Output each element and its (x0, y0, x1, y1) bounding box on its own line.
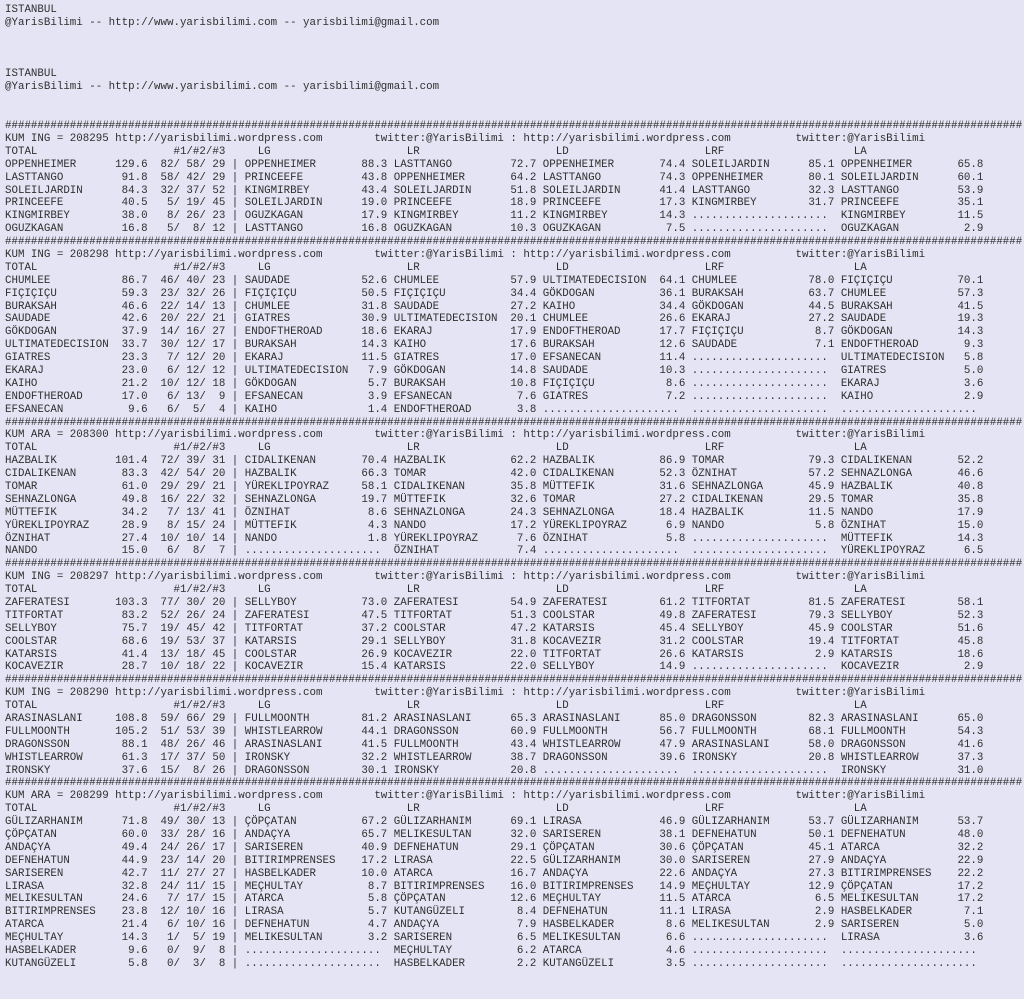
table-row: MÜTTEFIK 34.2 7/ 13/ 41 | ÖZNIHAT 8.6 SEHNAZLONGA 24.3 SEHNAZLONGA 18.4 HAZBALIK 11.5 NANDO 17.9 (5, 506, 984, 519)
section-separator: ############################################################################################################################################################# (5, 558, 1023, 571)
table-row: YÜREKLIPOYRAZ 28.9 8/ 15/ 24 | MÜTTEFIK 4.3 NANDO 17.2 YÜREKLIPOYRAZ 6.9 NANDO 5.8 ÖZNIHAT 15.0 (5, 519, 984, 532)
column-header-row: TOTAL #1/#2/#3 LG LR LD LRF LA (5, 261, 990, 274)
blank-space (5, 30, 1024, 69)
table-row: KAIHO 21.2 10/ 12/ 18 | GÖKDOGAN 5.7 BURAKSAH 10.8 FIÇIÇIÇU 8.6 ..................... EKARAJ 3.6 (5, 377, 984, 390)
table-row: GIATRES 23.3 7/ 12/ 20 | EKARAJ 11.5 GIATRES 17.0 EFSANECAN 11.4 ..................... ULTIMATEDECISION 5.8 (5, 352, 984, 365)
race-sections (5, 120, 1024, 971)
section-separator: ############################################################################################################################################################# (5, 674, 1023, 687)
race-section (5, 236, 1024, 416)
column-header-row: TOTAL #1/#2/#3 LG LR LD LRF LA (5, 803, 990, 816)
table-row: TOMAR 61.0 29/ 29/ 21 | YÜREKLIPOYRAZ 58.1 CIDALIKENAN 35.8 MÜTTEFIK 31.6 SEHNAZLONGA 45.9 HAZBALIK 40.8 (5, 480, 984, 493)
table-row: BURAKSAH 46.6 22/ 14/ 13 | CHUMLEE 31.8 SAUDADE 27.2 KAIHO 34.4 GÖKDOGAN 44.5 BURAKSAH 41.5 (5, 300, 984, 313)
table-row: CHUMLEE 86.7 46/ 40/ 23 | SAUDADE 52.6 CHUMLEE 57.9 ULTIMATEDECISION 64.1 CHUMLEE 78.0 FIÇIÇIÇU 70.1 (5, 274, 984, 287)
section-title: KUM ING = 208290 http://yarisbilimi.wordpress.com twitter:@YarisBilimi : http://yarisbilimi.wordpress.com twitter:@YarisBilimi (5, 687, 926, 700)
table-row: ZAFERATESI 103.3 77/ 30/ 20 | SELLYBOY 73.0 ZAFERATESI 54.9 ZAFERATESI 61.2 TITFORTAT 81.5 ZAFERATESI 58.1 (5, 597, 984, 609)
section-separator: ############################################################################################################################################################# (5, 416, 1023, 429)
table-row: BITIRIMPRENSES 23.8 12/ 10/ 16 | LIRASA 5.7 KUTANGÜZELI 8.4 DEFNEHATUN 11.1 LIRASA 2.9 HASBELKADER 7.1 (5, 906, 984, 919)
table-row: SELLYBOY 75.7 19/ 45/ 42 | TITFORTAT 37.2 COOLSTAR 47.2 KATARSIS 45.4 SELLYBOY 45.9 COOLSTAR 51.6 (5, 622, 984, 635)
table-row: CIDALIKENAN 83.3 42/ 54/ 20 | HAZBALIK 66.3 TOMAR 42.0 CIDALIKENAN 52.3 ÖZNIHAT 57.2 SEHNAZLONGA 46.6 (5, 468, 984, 481)
table-row: LIRASA 32.8 24/ 11/ 15 | MEÇHULTAY 8.7 BITIRIMPRENSES 16.0 BITIRIMPRENSES 14.9 MEÇHULTAY 12.9 ÇÖPÇATAN 17.2 (5, 880, 984, 893)
table-row: HAZBALIK 101.4 72/ 39/ 31 | CIDALIKENAN 70.4 HAZBALIK 62.2 HAZBALIK 86.9 TOMAR 79.3 CIDALIKENAN 52.2 (5, 455, 984, 468)
table-row: IRONSKY 37.6 15/ 8/ 26 | DRAGONSSON 30.1 IRONSKY 20.8 ..................... ..................... IRONSKY 31.0 (5, 764, 984, 777)
section-title: KUM ARA = 208299 http://yarisbilimi.wordpress.com twitter:@YarisBilimi : http://yarisbilimi.wordpress.com twitter:@YarisBilimi (5, 790, 926, 803)
table-row: PRINCEEFE 40.5 5/ 19/ 45 | SOLEILJARDIN 19.0 PRINCEEFE 18.9 PRINCEEFE 17.3 KINGMIRBEY 31.7 PRINCEEFE 35.1 (5, 197, 984, 210)
column-header-row: TOTAL #1/#2/#3 LG LR LD LRF LA (5, 145, 990, 158)
section-title: KUM ING = 208298 http://yarisbilimi.wordpress.com twitter:@YarisBilimi : http://yarisbilimi.wordpress.com twitter:@YarisBilimi (5, 248, 926, 261)
table-row: DEFNEHATUN 44.9 23/ 14/ 20 | BITIRIMPRENSES 17.2 LIRASA 22.5 GÜLIZARHANIM 30.0 SARISEREN 27.9 ANDAÇYA 22.9 (5, 854, 984, 867)
table-row: WHISTLEARROW 61.3 17/ 37/ 50 | IRONSKY 32.2 WHISTLEARROW 38.7 DRAGONSSON 39.6 IRONSKY 20.8 WHISTLEARROW 37.3 (5, 751, 984, 764)
table-row: HASBELKADER 9.6 0/ 9/ 8 | ..................... MEÇHULTAY 6.2 ATARCA 4.6 ..................... ..................... (5, 945, 984, 958)
column-header-row: TOTAL #1/#2/#3 LG LR LD LRF LA (5, 700, 990, 713)
table-row: FULLMOONTH 105.2 51/ 53/ 39 | WHISTLEARROW 44.1 DRAGONSSON 60.9 FULLMOONTH 56.7 FULLMOONTH 68.1 FULLMOONTH 54.3 (5, 725, 984, 738)
table-row: OGUZKAGAN 16.8 5/ 8/ 12 | LASTTANGO 16.8 OGUZKAGAN 10.3 OGUZKAGAN 7.5 ..................... OGUZKAGAN 2.9 (5, 223, 984, 236)
section-separator: ############################################################################################################################################################# (5, 236, 1023, 249)
race-section (5, 417, 1024, 559)
blank-space (5, 94, 1024, 120)
table-row: MELIKESULTAN 24.6 7/ 17/ 15 | ATARCA 5.8 ÇÖPÇATAN 12.6 MEÇHULTAY 11.5 ATARCA 6.5 MELIKESULTAN 17.2 (5, 893, 984, 906)
table-row: ANDAÇYA 49.4 24/ 26/ 17 | SARISEREN 40.9 DEFNEHATUN 29.1 ÇÖPÇATAN 30.6 ÇÖPÇATAN 45.1 ATARCA 32.2 (5, 841, 984, 854)
page-title: ISTANBUL (5, 4, 57, 16)
section-title: KUM ING = 208297 http://yarisbilimi.wordpress.com twitter:@YarisBilimi : http://yarisbilimi.wordpress.com twitter:@YarisBilimi (5, 571, 926, 584)
section-title: KUM ING = 208295 http://yarisbilimi.wordpress.com twitter:@YarisBilimi : http://yarisbilimi.wordpress.com twitter:@YarisBilimi (5, 132, 926, 145)
section-separator: ############################################################################################################################################################# (5, 120, 1023, 133)
table-row: KUTANGÜZELI 5.8 0/ 3/ 8 | ..................... HASBELKADER 2.2 KUTANGÜZELI 3.5 ..................... ..................... (5, 957, 984, 970)
table-row: ÖZNIHAT 27.4 10/ 10/ 14 | NANDO 1.8 YÜREKLIPOYRAZ 7.6 ÖZNIHAT 5.8 ..................... MÜTTEFIK 14.3 (5, 532, 984, 545)
table-row: ATARCA 21.4 6/ 10/ 16 | DEFNEHATUN 4.7 ANDAÇYA 7.9 HASBELKADER 8.6 MELIKESULTAN 2.9 SARISEREN 5.0 (5, 919, 984, 932)
table-row: KATARSIS 41.4 13/ 18/ 45 | COOLSTAR 26.9 KOCAVEZIR 22.0 TITFORTAT 26.6 KATARSIS 2.9 KATARSIS 18.6 (5, 648, 984, 661)
table-row: SEHNAZLONGA 49.8 16/ 22/ 32 | SEHNAZLONGA 19.7 MÜTTEFIK 32.6 TOMAR 27.2 CIDALIKENAN 29.5 TOMAR 35.8 (5, 493, 984, 506)
table-row: OPPENHEIMER 129.6 82/ 58/ 29 | OPPENHEIMER 88.3 LASTTANGO 72.7 OPPENHEIMER 74.4 SOLEILJARDIN 85.1 OPPENHEIMER 65.8 (5, 158, 984, 171)
table-row: ULTIMATEDECISION 33.7 30/ 12/ 17 | BURAKSAH 14.3 KAIHO 17.6 BURAKSAH 12.6 SAUDADE 7.1 ENDOFTHEROAD 9.3 (5, 339, 984, 352)
race-section (5, 120, 1024, 236)
table-row: ENDOFTHEROAD 17.0 6/ 13/ 9 | EFSANECAN 3.9 EFSANECAN 7.6 GIATRES 7.2 ..................... KAIHO 2.9 (5, 390, 984, 403)
table-row: SOLEILJARDIN 84.3 32/ 37/ 52 | KINGMIRBEY 43.4 SOLEILJARDIN 51.8 SOLEILJARDIN 41.4 LASTTANGO 32.3 LASTTANGO 53.9 (5, 184, 984, 197)
table-row: ARASINASLANI 108.8 59/ 66/ 29 | FULLMOONTH 81.2 ARASINASLANI 65.3 ARASINASLANI 85.0 DRAGONSSON 82.3 ARASINASLANI 65.0 (5, 713, 984, 726)
table-row: COOLSTAR 68.6 19/ 53/ 37 | KATARSIS 29.1 SELLYBOY 31.8 KOCAVEZIR 31.2 COOLSTAR 19.4 TITFORTAT 45.8 (5, 635, 984, 648)
section-separator: ############################################################################################################################################################# (5, 777, 1023, 790)
table-row: GÜLIZARHANIM 71.8 49/ 30/ 13 | ÇÖPÇATAN 67.2 GÜLIZARHANIM 69.1 LIRASA 46.9 GÜLIZARHANIM 53.7 GÜLIZARHANIM 53.7 (5, 816, 984, 829)
race-section (5, 558, 1024, 674)
section-title: KUM ARA = 208300 http://yarisbilimi.wordpress.com twitter:@YarisBilimi : http://yarisbilimi.wordpress.com twitter:@YarisBilimi (5, 429, 926, 442)
race-section (5, 674, 1024, 777)
column-header-row: TOTAL #1/#2/#3 LG LR LD LRF LA (5, 442, 990, 455)
table-row: EFSANECAN 9.6 6/ 5/ 4 | KAIHO 1.4 ENDOFTHEROAD 3.8 ..................... ..................... ..................... (5, 403, 984, 416)
table-row: SARISEREN 42.7 11/ 27/ 27 | HASBELKADER 10.0 ATARCA 16.7 ANDAÇYA 22.6 ANDAÇYA 27.3 BITIRIMPRENSES 22.2 (5, 867, 984, 880)
table-row: EKARAJ 23.0 6/ 12/ 12 | ULTIMATEDECISION 7.9 GÖKDOGAN 14.8 SAUDADE 10.3 ..................... GIATRES 5.0 (5, 364, 984, 377)
table-row: NANDO 15.0 6/ 8/ 7 | ..................... ÖZNIHAT 7.4 ..................... ..................... YÜREKLIPOYRAZ 6.5 (5, 545, 984, 558)
contact-line: @YarisBilimi -- http://www.yarisbilimi.com -- yarisbilimi@gmail.com (5, 16, 440, 29)
column-header-row: TOTAL #1/#2/#3 LG LR LD LRF LA (5, 584, 990, 597)
contact-line-repeat: @YarisBilimi -- http://www.yarisbilimi.com -- yarisbilimi@gmail.com (5, 81, 440, 94)
table-row: DRAGONSSON 88.1 48/ 26/ 46 | ARASINASLANI 41.5 FULLMOONTH 43.4 WHISTLEARROW 47.9 ARASINASLANI 58.0 DRAGONSSON 41.6 (5, 738, 984, 751)
table-row: TITFORTAT 83.2 52/ 26/ 24 | ZAFERATESI 47.5 TITFORTAT 51.3 COOLSTAR 49.8 ZAFERATESI 79.3 SELLYBOY 52.3 (5, 609, 984, 622)
table-row: SAUDADE 42.6 20/ 22/ 21 | GIATRES 30.9 ULTIMATEDECISION 20.1 CHUMLEE 26.6 EKARAJ 27.2 SAUDADE 19.3 (5, 313, 984, 326)
table-row: MEÇHULTAY 14.3 1/ 5/ 19 | MELIKESULTAN 3.2 SARISEREN 6.5 MELIKESULTAN 6.6 ..................... LIRASA 3.6 (5, 932, 984, 945)
table-row: KOCAVEZIR 28.7 10/ 18/ 22 | KOCAVEZIR 15.4 KATARSIS 22.0 SELLYBOY 14.9 ..................... KOCAVEZIR 2.9 (5, 661, 984, 674)
table-row: LASTTANGO 91.8 58/ 42/ 29 | PRINCEEFE 43.8 OPPENHEIMER 64.2 LASTTANGO 74.3 OPPENHEIMER 80.1 SOLEILJARDIN 60.1 (5, 171, 984, 184)
race-section (5, 777, 1024, 970)
page-title-repeat: ISTANBUL (5, 68, 57, 81)
table-row: ÇÖPÇATAN 60.0 33/ 28/ 16 | ANDAÇYA 65.7 MELIKESULTAN 32.0 SARISEREN 38.1 DEFNEHATUN 50.1 DEFNEHATUN 48.0 (5, 829, 984, 842)
table-row: FIÇIÇIÇU 59.3 23/ 32/ 26 | FIÇIÇIÇU 50.5 FIÇIÇIÇU 34.4 GÖKDOGAN 36.1 BURAKSAH 63.7 CHUMLEE 57.3 (5, 287, 984, 300)
table-row: KINGMIRBEY 38.0 8/ 26/ 23 | OGUZKAGAN 17.9 KINGMIRBEY 11.2 KINGMIRBEY 14.3 ..................... KINGMIRBEY 11.5 (5, 210, 984, 223)
table-row: GÖKDOGAN 37.9 14/ 16/ 27 | ENDOFTHEROAD 18.6 EKARAJ 17.9 ENDOFTHEROAD 17.7 FIÇIÇIÇU 8.7 GÖKDOGAN 14.3 (5, 326, 984, 339)
